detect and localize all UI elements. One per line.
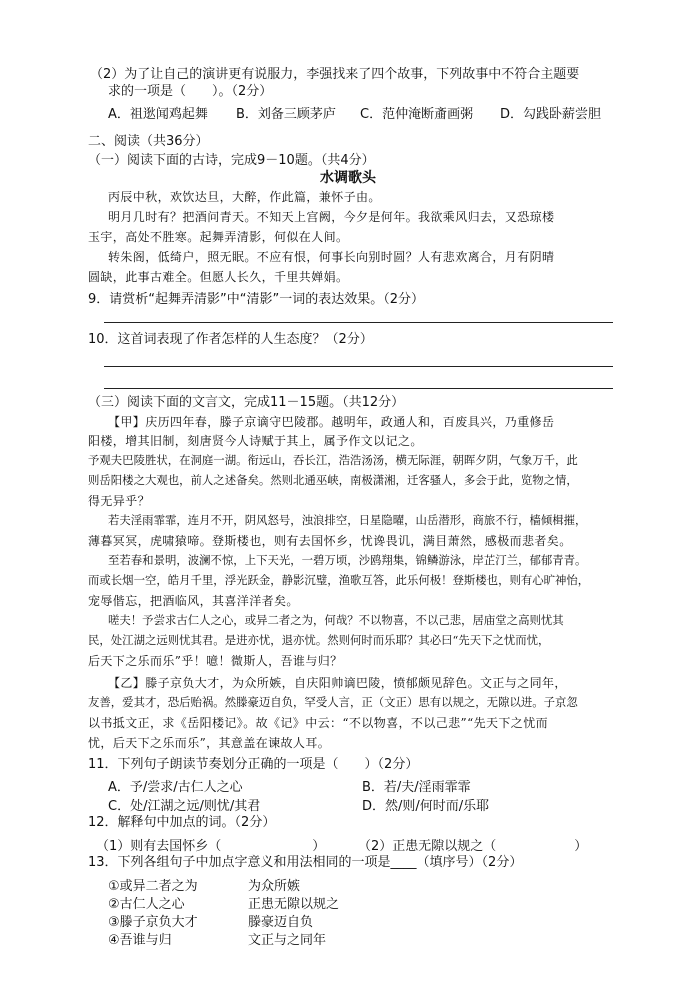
passage-line: 后天下之乐而乐”乎！噫！微斯人，吾谁与归？ bbox=[88, 654, 343, 668]
q11-option-b: B．若/夫/淫雨霏霏 bbox=[362, 780, 471, 795]
passage-line: 宠辱偕忘，把酒临风，其喜洋洋者矣。 bbox=[88, 594, 299, 608]
poem-line: 圆缺，此事古难全。但愿人长久，千里共婵娟。 bbox=[88, 270, 349, 284]
passage-line: 忧，后天下之乐而乐”，其意盖在谏故人耳。 bbox=[88, 736, 331, 750]
q13-pair-right: 为众所嫉 bbox=[248, 879, 301, 894]
passage-line: 嗟夫！予尝求古仁人之心，或异二者之为，何哉？不以物喜，不以己悲，居庙堂之高则忧其 bbox=[108, 613, 564, 627]
q11-option-c: C．处/江湖之远/则忧/其君 bbox=[108, 799, 261, 814]
q12-item-2: （2）正患无隙以规之（ ） bbox=[358, 839, 588, 854]
poem-line: 玉宇，高处不胜寒。起舞弄清影，何似在人间。 bbox=[88, 230, 349, 244]
part1-intro: （一）阅读下面的古诗，完成9－10题。（共4分） bbox=[88, 153, 375, 168]
passage-line: 民，处江湖之远则忧其君。是进亦忧，退亦忧。然则何时而乐耶？其必曰“先天下之忧而忧， bbox=[88, 633, 550, 647]
q13-pair-right: 文正与之同年 bbox=[248, 933, 327, 948]
passage-line: 薄暮冥冥，虎啸猿啼。登斯楼也，则有去国怀乡，忧谗畏讥，满目萧然，感极而悲者矣。 bbox=[88, 534, 572, 548]
passage-line: 而或长烟一空，皓月千里，浮光跃金，静影沉璧，渔歌互答，此乐何极！登斯楼也，则有心旷神怡， bbox=[88, 573, 590, 587]
poem-line: 转朱阁，低绮户，照无眠。不应有恨，何事长向别时圆？人有悲欢离合，月有阴晴 bbox=[108, 250, 555, 264]
section-heading: 二、阅读（共36分） bbox=[88, 134, 209, 149]
q2-option-c: C．范仲淹断齑画粥 bbox=[360, 107, 474, 122]
passage-line: 若夫淫雨霏霏，连月不开，阴风怒号，浊浪排空，日星隐曜，山岳潜形，商旅不行，樯倾楫摧， bbox=[108, 513, 587, 527]
passage-line: 则岳阳楼之大观也，前人之述备矣。然则北通巫峡，南极潇湘，迁客骚人，多会于此，览物之情， bbox=[88, 473, 578, 487]
q10-answer-line[interactable] bbox=[104, 366, 613, 367]
q10-answer-line[interactable] bbox=[104, 388, 613, 389]
q9-stem: 9．请赏析“起舞弄清影”中“清影”一词的表达效果。（2分） bbox=[88, 292, 424, 307]
passage-line: 阳楼，增其旧制，刻唐贤今人诗赋于其上，属予作文以记之。 bbox=[88, 434, 423, 448]
q12-stem: 12．解释句中加点的词。（2分） bbox=[88, 815, 276, 830]
passage-line: 至若春和景明，波澜不惊，上下天光，一碧万顷，沙鸥翔集，锦鳞游泳，岸芷汀兰，郁郁青青。 bbox=[108, 553, 587, 567]
part3-intro: （三）阅读下面的文言文，完成11－15题。（共12分） bbox=[88, 395, 405, 410]
q10-stem: 10．这首词表现了作者怎样的人生态度？（2分） bbox=[88, 332, 373, 347]
q2-stem-line1: （2）为了让自己的演讲更有说服力，李强找来了四个故事，下列故事中不符合主题要 bbox=[90, 67, 580, 82]
q11-option-a: A．予/尝求/古仁人之心 bbox=[108, 780, 243, 795]
poem-line: 丙辰中秋，欢饮达旦，大醉，作此篇，兼怀子由。 bbox=[108, 190, 381, 204]
passage-line: 【甲】庆历四年春，滕子京谪守巴陵郡。越明年，政通人和，百废具兴，乃重修岳 bbox=[108, 415, 555, 429]
q13-pair-left: ③滕子京负大才 bbox=[108, 915, 198, 930]
q13-stem: 13．下列各组句子中加点字意义和用法相同的一项是____（填序号）（2分） bbox=[88, 855, 523, 870]
q13-pair-right: 正患无隙以规之 bbox=[248, 897, 340, 912]
q11-stem: 11．下列句子朗读节奏划分正确的一项是（ ）（2分） bbox=[88, 757, 419, 772]
q2-stem-line2: 求的一项是（ ）。（2分） bbox=[108, 84, 273, 99]
q13-pair-left: ②古仁人之心 bbox=[108, 897, 185, 912]
q9-answer-line[interactable] bbox=[104, 322, 613, 323]
q2-option-b: B．刘备三顾茅庐 bbox=[236, 107, 336, 122]
q2-option-d: D．勾践卧薪尝胆 bbox=[500, 107, 602, 122]
q12-item-1: （1）则有去国怀乡（ ） bbox=[96, 839, 326, 854]
q11-option-d: D．然/则/何时而/乐耶 bbox=[362, 799, 490, 814]
poem-title: 水调歌头 bbox=[320, 170, 376, 186]
q13-pair-right: 滕豪迈自负 bbox=[248, 915, 314, 930]
passage-line: 予观夫巴陵胜状，在洞庭一湖。衔远山，吞长江，浩浩汤汤，横无际涯，朝晖夕阴，气象万千，此 bbox=[88, 453, 578, 467]
q2-option-a: A．祖逖闻鸡起舞 bbox=[108, 107, 208, 122]
passage-line: 以书抵文正，求《岳阳楼记》。故《记》中云：“不以物喜，不以己悲”“先天下之忧而 bbox=[88, 716, 549, 730]
q13-pair-left: ①或异二者之为 bbox=[108, 879, 198, 894]
q13-pair-left: ④吾谁与归 bbox=[108, 933, 172, 948]
passage-line: 【乙】滕子京负大才，为众所嫉，自庆阳帅谪巴陵，愤郁颇见辞色。文正与之同年， bbox=[108, 676, 567, 690]
passage-line: 友善，爱其才，恐后贻祸。然滕豪迈自负，罕受人言，正（文正）思有以规之，无隙以进。子京忽 bbox=[88, 695, 578, 709]
passage-line: 得无异乎？ bbox=[88, 494, 151, 508]
poem-line: 明月几时有？把酒问青天。不知天上宫阙，今夕是何年。我欲乘风归去，又恐琼楼 bbox=[108, 210, 555, 224]
